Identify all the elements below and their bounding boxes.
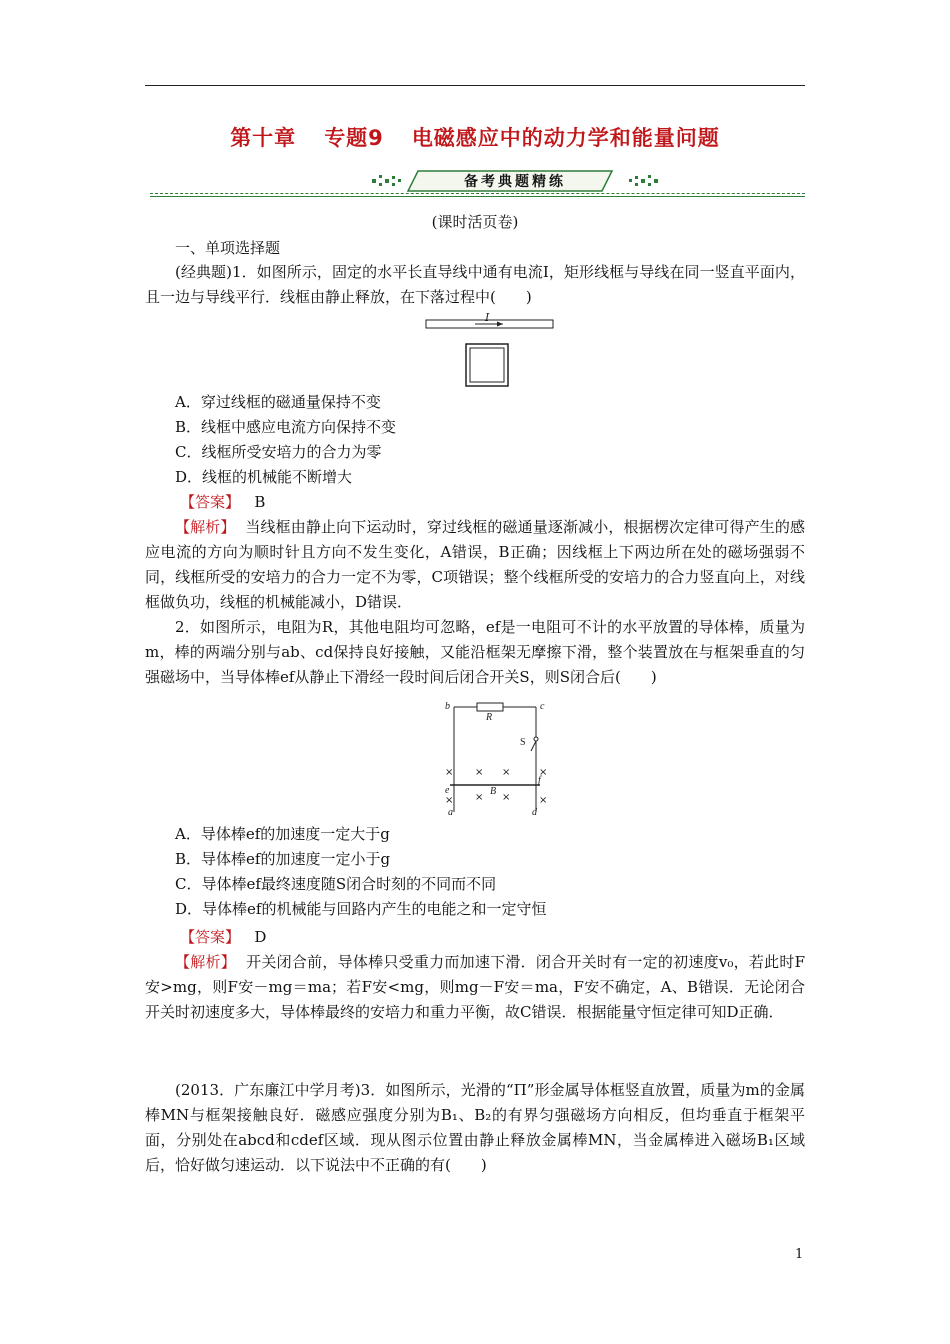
chapter-label: 第十章: [230, 126, 297, 150]
field-mark: ×: [502, 767, 511, 778]
q1-answer: [180, 490, 265, 515]
field-mark: ×: [539, 795, 548, 806]
q2-stem: 2．如图所示，电阻为R，其他电阻均可忽略，ef是一电阻可不计的水平放置的导体棒，质量为m，棒的两端分别与ab、cd保持良好接触，又能沿框架无摩擦下滑，整个装置放在与框架垂直的匀强磁场中，当导体棒ef从静止下滑经一段时间后闭合开关S，则S闭合后( ): [145, 618, 805, 686]
label-d: d: [532, 807, 537, 817]
q2-option-d: D．导体棒ef的机械能与回路内产生的电能之和一定守恒: [175, 900, 547, 918]
topic-label: 专题9: [324, 126, 384, 150]
q1-option-d: D．线框的机械能不断增大: [175, 468, 353, 486]
analysis-tag: 【解析】: [175, 953, 237, 971]
q1-analysis: [145, 515, 805, 615]
q1-stem: (经典题)1．如图所示，固定的水平长直导线中通有电流I，矩形线框与导线在同一竖直平面内，且一边与导线平行．线框由静止释放，在下落过程中( ): [145, 263, 805, 306]
q1-option-b: B．线框中感应电流方向保持不变: [175, 418, 397, 436]
field-mark: ×: [445, 795, 454, 806]
q1-option-c: C．线框所受安培力的合力为零: [175, 443, 382, 461]
header-rule: [145, 85, 805, 86]
q3-stem: (2013．广东廉江中学月考)3．如图所示，光滑的“Π”形金属导体框竖直放置，质量为m的金属棒MN与框架接触良好．磁感应强度分别为B₁、B₂的有界匀强磁场方向相反，但均垂直于框架平面，分别处在abcd和cdef区域．现从图示位置由静止释放金属棒MN，当金属棒进入磁场B₁区域后，恰好做匀速运动．以下说法中不正确的有( ): [145, 1081, 805, 1174]
field-mark: ×: [539, 767, 548, 778]
label-c: c: [540, 701, 545, 712]
topic-name: 电磁感应中的动力学和能量问题: [411, 126, 720, 150]
analysis-tag: 【解析】: [175, 518, 236, 536]
current-label: I: [485, 312, 490, 324]
q2-option-c: C．导体棒ef最终速度随S闭合时刻的不同而不同: [175, 875, 497, 893]
page-number: 1: [795, 1247, 804, 1262]
label-b: b: [445, 701, 450, 712]
q2-analysis: [145, 950, 805, 1025]
field-mark: ×: [475, 792, 484, 803]
answer-value: B: [254, 493, 266, 511]
answer-tag: 【答案】: [180, 493, 241, 511]
label-field: B: [490, 786, 497, 797]
page-title: [0, 122, 950, 152]
label-r: R: [486, 712, 493, 723]
field-mark: ×: [445, 767, 454, 778]
section-heading: 一、单项选择题: [175, 239, 281, 257]
analysis-text: 当线框由静止向下运动时，穿过线框的磁通量逐渐减小，根据楞次定律可得产生的感应电流的方向为顺时针且方向不发生变化，A错误，B正确；因线框上下两边所在处的磁场强弱不同，线框所受的安培力的合力一定不为零，C项错误；整个线框所受的安培力的合力竖直向上，对线框做负功，线框的机械能减小，D错误．: [145, 518, 805, 611]
label-s: S: [520, 737, 526, 748]
label-f: f: [538, 775, 541, 786]
q2-option-b: B．导体棒ef的加速度一定小于g: [175, 850, 391, 868]
banner-rule: [150, 193, 805, 194]
q1-figure: [425, 312, 555, 387]
q1-option-a: A．穿过线框的磁通量保持不变: [175, 393, 381, 411]
q2-option-a: A．导体棒ef的加速度一定大于g: [175, 825, 390, 843]
label-a: a: [448, 807, 453, 817]
banner-rule-solid: [150, 196, 805, 197]
subtitle: (课时活页卷): [431, 213, 519, 231]
section-banner: [370, 170, 660, 192]
answer-value: D: [254, 928, 267, 946]
label-e: e: [445, 785, 450, 796]
field-mark: ×: [475, 767, 484, 778]
banner-text: 备考典题精练: [464, 174, 566, 190]
q2-answer: [180, 925, 266, 950]
field-mark: ×: [502, 792, 511, 803]
q2-figure: [440, 697, 550, 817]
answer-tag: 【答案】: [180, 928, 241, 946]
analysis-text: 开关闭合前，导体棒只受重力而加速下滑．闭合开关时有一定的初速度v₀，若此时F安>mg，则F安－mg＝ma；若F安<mg，则mg－F安＝ma，F安不确定，A、B错误．无论闭合开关时初速度多大，导体棒最终的安培力和重力平衡，故C错误．根据能量守恒定律可知D正确．: [145, 953, 805, 1021]
